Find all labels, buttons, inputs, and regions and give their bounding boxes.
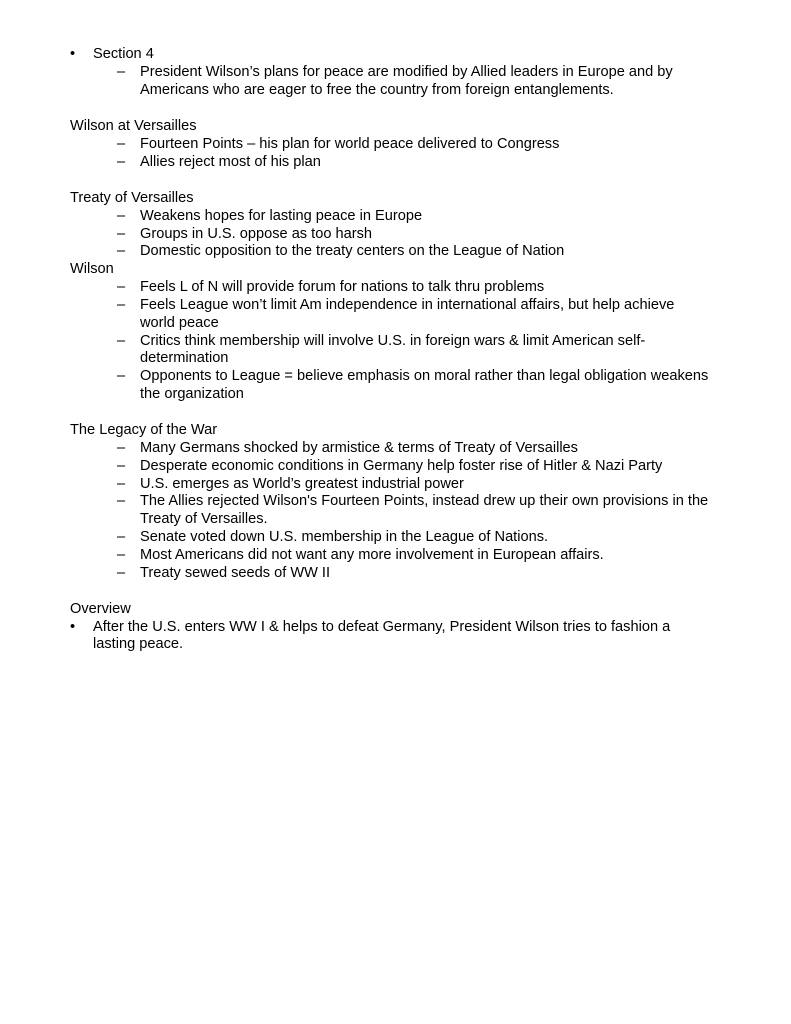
dash-marker: – bbox=[117, 368, 126, 384]
dash-marker: – bbox=[117, 243, 126, 259]
section-heading: The Legacy of the War bbox=[70, 422, 218, 438]
dash-marker: – bbox=[117, 547, 126, 563]
dash-marker: – bbox=[117, 493, 126, 509]
list-item-text: President Wilson’s plans for peace are modified by Allied leaders in Europe and by bbox=[140, 64, 673, 80]
overview-text: lasting peace. bbox=[93, 636, 184, 652]
list-item-text: determination bbox=[140, 350, 229, 366]
list-item-text: Feels League won’t limit Am independence in international affairs, but help achieve bbox=[140, 297, 675, 313]
overview-bullet: • bbox=[70, 619, 76, 635]
dash-marker: – bbox=[117, 458, 126, 474]
list-item-text: Feels L of N will provide forum for nations to talk thru problems bbox=[140, 279, 545, 295]
list-item-text: Treaty of Versailles. bbox=[140, 511, 268, 527]
list-item-text: Senate voted down U.S. membership in the League of Nations. bbox=[140, 529, 549, 545]
list-item-text: U.S. emerges as World’s greatest industrial power bbox=[140, 476, 464, 492]
list-item-text: Many Germans shocked by armistice & terms of Treaty of Versailles bbox=[140, 440, 578, 456]
list-item-text: Domestic opposition to the treaty centers on the League of Nation bbox=[140, 243, 565, 259]
dash-marker: – bbox=[117, 297, 126, 313]
list-item-text: world peace bbox=[140, 315, 219, 331]
list-item-text: Allies reject most of his plan bbox=[140, 154, 321, 170]
dash-marker: – bbox=[117, 208, 126, 224]
list-item-text: Americans who are eager to free the country from foreign entanglements. bbox=[140, 82, 614, 98]
dash-marker: – bbox=[117, 226, 126, 242]
section-heading: Wilson bbox=[70, 261, 114, 277]
dash-marker: – bbox=[117, 440, 126, 456]
dash-marker: – bbox=[117, 64, 126, 80]
section-heading: Treaty of Versailles bbox=[70, 190, 194, 206]
list-item-text: Groups in U.S. oppose as too harsh bbox=[140, 226, 373, 242]
section-bullet: • bbox=[70, 46, 76, 62]
overview-text: After the U.S. enters WW I & helps to defeat Germany, President Wilson tries to fashion a bbox=[93, 619, 671, 635]
list-item-text: Most Americans did not want any more involvement in European affairs. bbox=[140, 547, 604, 563]
list-item-text: Weakens hopes for lasting peace in Europe bbox=[140, 208, 423, 224]
list-item-text: Fourteen Points – his plan for world peace delivered to Congress bbox=[140, 136, 560, 152]
section-heading: Wilson at Versailles bbox=[70, 118, 197, 134]
dash-marker: – bbox=[117, 565, 126, 581]
list-item-text: the organization bbox=[140, 386, 244, 402]
list-item-text: The Allies rejected Wilson's Fourteen Points, instead drew up their own provisions in the bbox=[140, 493, 709, 509]
list-item-text: Critics think membership will involve U.S. in foreign wars & limit American self- bbox=[140, 333, 646, 349]
list-item-text: Opponents to League = believe emphasis on moral rather than legal obligation weakens bbox=[140, 368, 709, 384]
list-item-text: Treaty sewed seeds of WW II bbox=[140, 565, 331, 581]
section-heading: Overview bbox=[70, 601, 131, 617]
dash-marker: – bbox=[117, 476, 126, 492]
dash-marker: – bbox=[117, 529, 126, 545]
dash-marker: – bbox=[117, 154, 126, 170]
section-label: Section 4 bbox=[93, 46, 154, 62]
dash-marker: – bbox=[117, 279, 126, 295]
dash-marker: – bbox=[117, 333, 126, 349]
list-item-text: Desperate economic conditions in Germany help foster rise of Hitler & Nazi Party bbox=[140, 458, 663, 474]
dash-marker: – bbox=[117, 136, 126, 152]
